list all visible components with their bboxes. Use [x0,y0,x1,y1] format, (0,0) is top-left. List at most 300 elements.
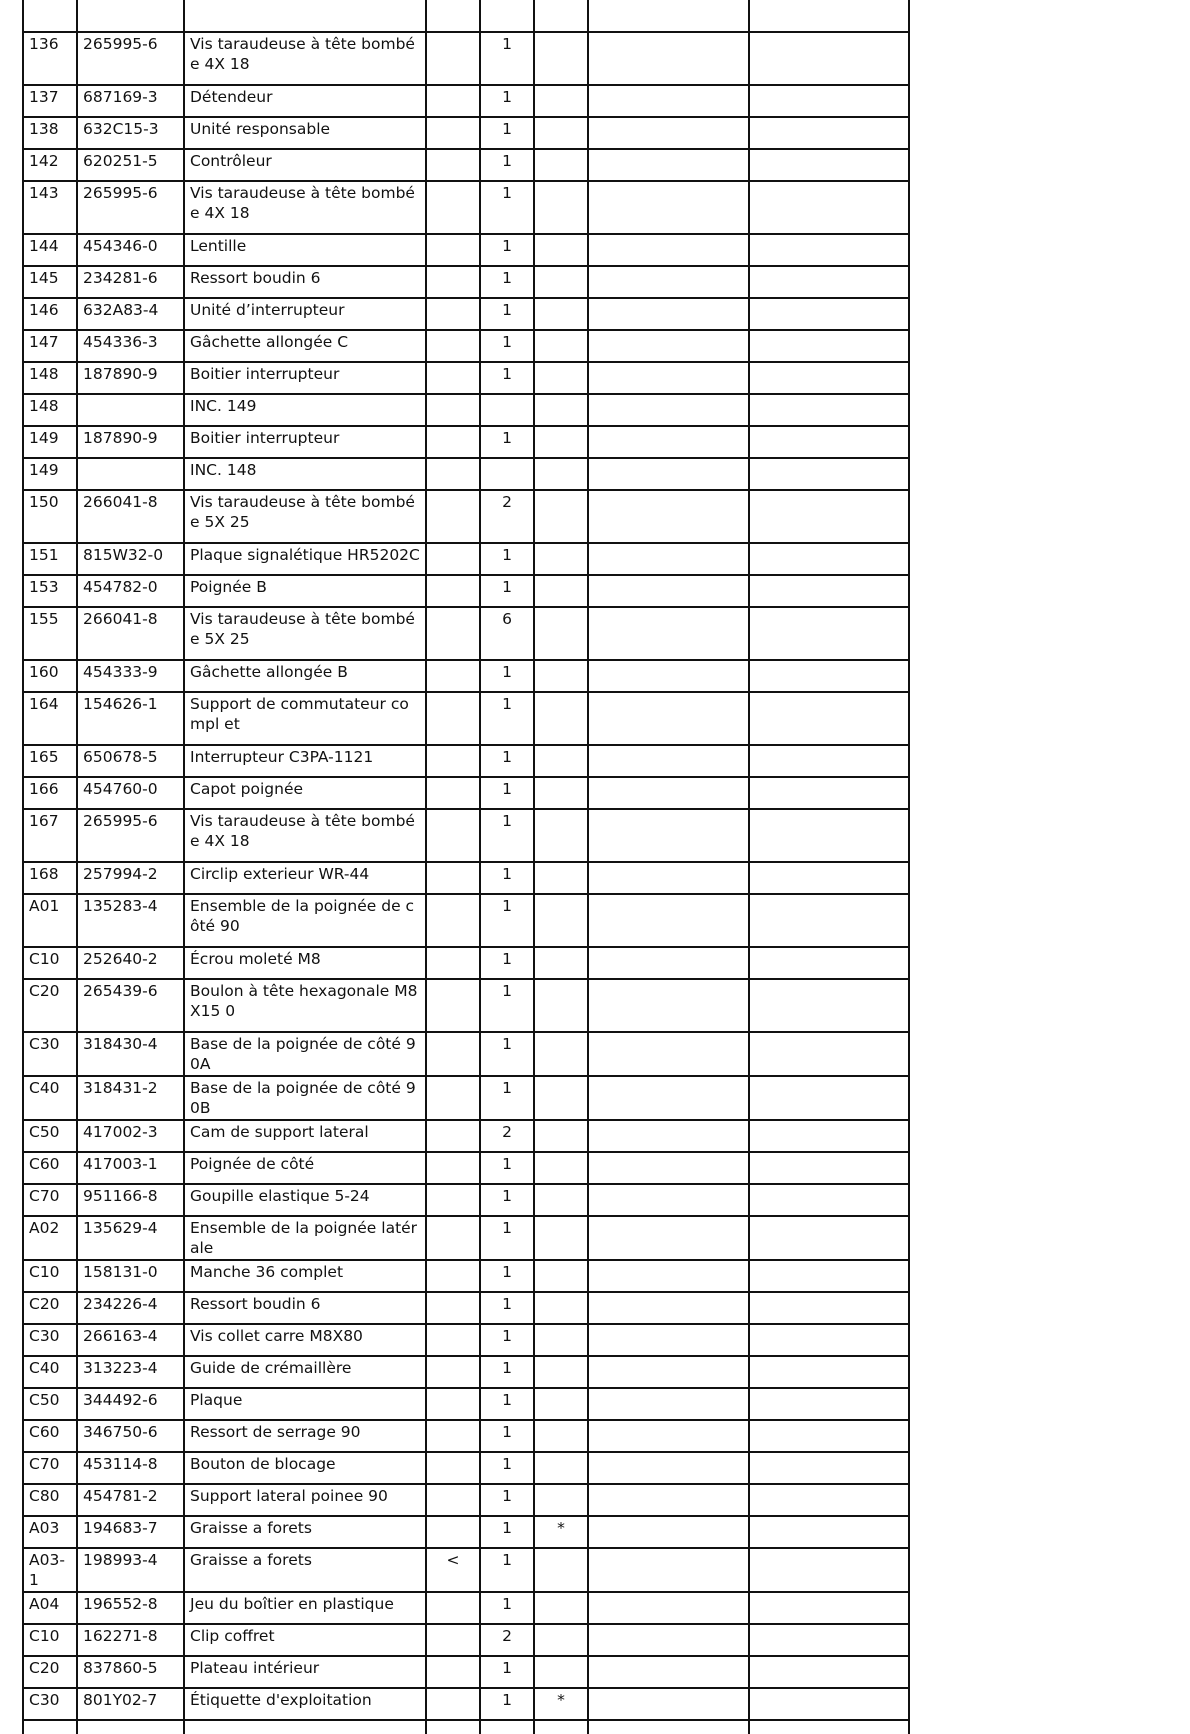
cell-note [426,426,480,458]
table-row [23,181,909,234]
cell-quantity: 1 [480,777,534,809]
cell-note [426,32,480,85]
table-row [23,1592,909,1624]
cell-note [426,458,480,490]
table-row [23,979,909,1032]
cell-note [426,234,480,266]
cell-note [426,394,480,426]
cell-description: Interrupteur C3PA-1121 [184,745,426,777]
cell-empty [588,181,749,234]
cell-mark [534,1484,588,1516]
cell-note [426,1420,480,1452]
cell-quantity: 1 [480,1688,534,1720]
cell-empty [588,1076,749,1120]
cell-part-number: 194683-7 [77,1516,184,1548]
cell-description: Cam de support lateral [184,1120,426,1152]
cell-part-number: 265995-6 [77,181,184,234]
cell-empty [749,32,909,85]
cell-quantity: 1 [480,298,534,330]
cell-quantity: 1 [480,1292,534,1324]
cell-mark [534,298,588,330]
cell-empty [749,607,909,660]
cell-part-number: 162271-8 [77,1624,184,1656]
cell-part-number: 135283-4 [77,894,184,947]
cell-note [426,809,480,862]
cell-mark [534,1388,588,1420]
cell-mark [534,607,588,660]
cell-empty [588,298,749,330]
cell-part-number: 257994-2 [77,862,184,894]
cell-empty [749,1420,909,1452]
cell-quantity: 2 [480,1120,534,1152]
cell-mark [534,1032,588,1076]
cell-description: Vis taraudeuse à tête bombée 4X 18 [184,32,426,85]
cell-mark [534,1152,588,1184]
cell-mark: * [534,1688,588,1720]
cell-quantity [480,394,534,426]
cell-description: Ressort de serrage 90 [184,1420,426,1452]
cell-part-number: 266041-8 [77,607,184,660]
cell-quantity: 1 [480,1076,534,1120]
table-row [23,894,909,947]
cell-part-number: 234226-4 [77,1292,184,1324]
cell-item-number: 142 [23,149,77,181]
cell-item-number: 149 [23,458,77,490]
cell-quantity: 1 [480,362,534,394]
cell-quantity: 1 [480,1592,534,1624]
table-row [23,394,909,426]
table-row [23,1388,909,1420]
parts-table-body [23,0,909,1734]
cell-empty [749,394,909,426]
cell-description: INC. 149 [184,394,426,426]
cell-item-number: C50 [23,1388,77,1420]
cell-empty [749,745,909,777]
cell-empty [588,894,749,947]
cell-empty [749,1656,909,1688]
cell-mark [534,117,588,149]
table-row [23,1184,909,1216]
cell-item-number: 136 [23,32,77,85]
table-row [23,330,909,362]
cell-note [426,330,480,362]
cell-note [426,1292,480,1324]
cell-empty [588,1260,749,1292]
cell-empty [749,979,909,1032]
cell-item-number: A01 [23,894,77,947]
cell-note [426,181,480,234]
table-row [23,298,909,330]
cell-part-number: 154626-1 [77,692,184,745]
cell-note [426,490,480,543]
cell-mark [534,947,588,979]
cell-part-number: 318431-2 [77,1076,184,1120]
cell-quantity: 2 [480,490,534,543]
cell-empty [588,1452,749,1484]
cell-description: Graisse a forets [184,1548,426,1592]
cell-mark [534,543,588,575]
table-row [23,1356,909,1388]
cell-note [426,362,480,394]
cell-description: Détendeur [184,85,426,117]
cell-note [426,117,480,149]
cell-mark [534,660,588,692]
table-row [23,1324,909,1356]
cell-part-number: 344492-6 [77,1388,184,1420]
cell-quantity: 1 [480,117,534,149]
cell-quantity: 1 [480,181,534,234]
cell-empty [588,149,749,181]
cell-item-number: C10 [23,1624,77,1656]
cell-part-number: 265995-6 [77,809,184,862]
cell-empty [749,149,909,181]
cell-empty [588,1548,749,1592]
cell-empty [588,1624,749,1656]
cell-note [426,894,480,947]
cell-note [426,1032,480,1076]
cell-mark [534,266,588,298]
cell-mark [534,181,588,234]
cell-item-number: C30 [23,1688,77,1720]
cell-mark [534,894,588,947]
cell-empty [588,979,749,1032]
cell-mark [534,1324,588,1356]
cell-description: Ensemble de la poignée de côté 90 [184,894,426,947]
table-row [23,660,909,692]
cell-part-number: 454346-0 [77,234,184,266]
cell-empty [749,1452,909,1484]
cell-quantity: 1 [480,745,534,777]
cell-item-number: A03 [23,1516,77,1548]
cell-empty [588,32,749,85]
cell-empty [588,543,749,575]
cell-item-number: 148 [23,394,77,426]
cell-item-number: 147 [23,330,77,362]
cell-empty [749,1152,909,1184]
cell-empty [749,1184,909,1216]
cell-part-number: 454760-0 [77,777,184,809]
cell-empty [588,777,749,809]
cell-quantity: 1 [480,947,534,979]
cell-mark [534,85,588,117]
cell-mark [534,394,588,426]
cell-empty [749,85,909,117]
cell-item-number: 168 [23,862,77,894]
cell-empty [749,1388,909,1420]
cell-note [426,692,480,745]
cell-description: Vis taraudeuse à tête bombée 5X 25 [184,607,426,660]
parts-list-sheet [22,0,910,1734]
table-row [23,607,909,660]
cell-item-number: C50 [23,1120,77,1152]
cell-item-number: C30 [23,1324,77,1356]
cell-empty [588,426,749,458]
cell-item-number: C20 [23,1656,77,1688]
cell-item-number: C10 [23,1260,77,1292]
cell-empty [588,362,749,394]
table-row [23,117,909,149]
cell-quantity: 2 [480,1624,534,1656]
cell-part-number: 252640-2 [77,947,184,979]
cell-description: Vis taraudeuse à tête bombée 4X 18 [184,181,426,234]
table-row [23,32,909,85]
cell-empty [749,862,909,894]
cell-part-number: 187890-9 [77,426,184,458]
cell-item-number: C40 [23,1076,77,1120]
cell-empty [588,1484,749,1516]
cell-item-number: 146 [23,298,77,330]
cell-part-number: 234281-6 [77,266,184,298]
cell-part-number: 135629-4 [77,1216,184,1260]
cell-note [426,1356,480,1388]
cell-quantity: 1 [480,543,534,575]
cell-description: Manche 36 complet [184,1260,426,1292]
cell-mark [534,777,588,809]
cell-quantity: 1 [480,1388,534,1420]
cell-quantity: 1 [480,1324,534,1356]
cell-note [426,1388,480,1420]
cell-empty [749,809,909,862]
table-row [23,1656,909,1688]
table-row [23,543,909,575]
cell-mark [534,1076,588,1120]
cell-description: Poignée de côté [184,1152,426,1184]
cell-item-number: 149 [23,426,77,458]
cell-note [426,1184,480,1216]
cell-mark [534,745,588,777]
cell-item-number: C40 [23,1356,77,1388]
cell-note [426,266,480,298]
cell-note [426,1324,480,1356]
cell-description: Ressort boudin 6 [184,266,426,298]
cell-description: Plaque signalétique HR5202C [184,543,426,575]
cell-empty [588,692,749,745]
cell-mark [534,1216,588,1260]
cell-empty [588,607,749,660]
cell-part-number: 620251-5 [77,149,184,181]
cell-note [426,607,480,660]
cell-quantity: 1 [480,234,534,266]
cell-item-number: 167 [23,809,77,862]
table-row [23,575,909,607]
cell-part-number: 417002-3 [77,1120,184,1152]
cell-item-number: A02 [23,1216,77,1260]
cell-mark [534,426,588,458]
cell-item-number: 137 [23,85,77,117]
cell-empty [588,1592,749,1624]
table-row [23,1516,909,1548]
cell-mark [534,149,588,181]
cell-description: Support de commutateur compl et [184,692,426,745]
cell-empty [588,234,749,266]
parts-table [22,0,910,1734]
cell-note [426,1076,480,1120]
cell-empty [749,298,909,330]
cell-quantity: 1 [480,1032,534,1076]
cell-description: Écrou moleté M8 [184,947,426,979]
cell-part-number [77,458,184,490]
cell-part-number: 158131-0 [77,1260,184,1292]
cell-quantity: 1 [480,1420,534,1452]
cell-item-number: C10 [23,947,77,979]
cell-note [426,1120,480,1152]
cell-empty [749,1032,909,1076]
cell-part-number: 265995-6 [77,32,184,85]
cell-mark [534,330,588,362]
cell-quantity: 1 [480,85,534,117]
cell-description: Vis taraudeuse à tête bombée 4X 18 [184,809,426,862]
cell-quantity: 6 [480,607,534,660]
cell-note [426,979,480,1032]
cell-quantity: 1 [480,1656,534,1688]
cell-description: Circlip exterieur WR-44 [184,862,426,894]
table-row [23,947,909,979]
table-row [23,1624,909,1656]
table-row [23,1120,909,1152]
cell-description: Vis collet carre M8X80 [184,1324,426,1356]
cell-description: Poignée B [184,575,426,607]
cell-description: Graisse a forets [184,1516,426,1548]
cell-part-number: 454336-3 [77,330,184,362]
cell-mark [534,1548,588,1592]
cell-item-number: 138 [23,117,77,149]
cell-empty [749,894,909,947]
cell-note [426,660,480,692]
cell-note [426,745,480,777]
cell-empty [588,1688,749,1720]
cell-item-number: 164 [23,692,77,745]
cell-empty [749,1292,909,1324]
cell-empty [588,575,749,607]
cell-mark [534,1292,588,1324]
cell-note [426,777,480,809]
cell-part-number: 266163-4 [77,1324,184,1356]
cell-empty [749,692,909,745]
cell-mark [534,1656,588,1688]
table-row [23,1548,909,1592]
cell-description: Étiquette d'exploitation [184,1688,426,1720]
cell-note [426,149,480,181]
cell-description: Goupille elastique 5-24 [184,1184,426,1216]
cell-quantity: 1 [480,660,534,692]
cell-empty [588,85,749,117]
cell-mark [534,1624,588,1656]
cell-quantity: 1 [480,149,534,181]
cell-description: Plaque [184,1388,426,1420]
cell-part-number: 801Y02-7 [77,1688,184,1720]
cell-empty [588,1152,749,1184]
cell-empty [588,660,749,692]
cell-description: Gâchette allongée C [184,330,426,362]
cell-note [426,1656,480,1688]
cell-part-number: 187890-9 [77,362,184,394]
cell-note [426,862,480,894]
cell-description: Ressort boudin 6 [184,1292,426,1324]
cell-note [426,1592,480,1624]
cell-quantity: 1 [480,1184,534,1216]
cell-item-number: C30 [23,1032,77,1076]
cell-item-number: 143 [23,181,77,234]
cell-item-number: C20 [23,979,77,1032]
cell-item-number: 153 [23,575,77,607]
cell-empty [749,1688,909,1720]
cell-note [426,85,480,117]
cell-quantity: 1 [480,1216,534,1260]
cell-item-number: C80 [23,1484,77,1516]
cell-quantity: 1 [480,330,534,362]
cell-quantity: 1 [480,266,534,298]
cell-item-number: 166 [23,777,77,809]
cell-mark: * [534,1516,588,1548]
cell-empty [588,947,749,979]
cell-mark [534,32,588,85]
cell-quantity: 1 [480,426,534,458]
table-row [23,1216,909,1260]
cell-empty [588,1184,749,1216]
cell-description: Guide de crémaillère [184,1356,426,1388]
cell-empty [588,1216,749,1260]
cell-description: Vis taraudeuse à tête bombée 5X 25 [184,490,426,543]
cell-part-number: 346750-6 [77,1420,184,1452]
table-row [23,1484,909,1516]
cell-mark [534,575,588,607]
cell-note [426,1516,480,1548]
cell-quantity: 1 [480,809,534,862]
cell-description: Lentille [184,234,426,266]
cell-note [426,1624,480,1656]
table-row [23,149,909,181]
cell-part-number: 198993-4 [77,1548,184,1592]
cell-description: Clip coffret [184,1624,426,1656]
cell-note [426,1216,480,1260]
table-row [23,809,909,862]
cell-empty [749,1484,909,1516]
cell-quantity: 1 [480,894,534,947]
cell-empty [749,1356,909,1388]
cell-empty [588,117,749,149]
cell-item-number: 150 [23,490,77,543]
cell-item-number: 144 [23,234,77,266]
table-row [23,745,909,777]
cell-quantity [480,458,534,490]
table-row [23,85,909,117]
cell-empty [749,1216,909,1260]
cell-quantity: 1 [480,32,534,85]
cell-empty [749,1120,909,1152]
cell-empty [588,809,749,862]
cell-mark [534,862,588,894]
cell-part-number: 313223-4 [77,1356,184,1388]
table-row [23,777,909,809]
cell-description: Contrôleur [184,149,426,181]
cell-empty [588,1656,749,1688]
cell-description: Unité responsable [184,117,426,149]
cell-mark [534,1356,588,1388]
cell-empty [749,543,909,575]
table-row [23,1452,909,1484]
cell-quantity: 1 [480,575,534,607]
cell-mark [534,1260,588,1292]
cell-mark [534,1120,588,1152]
cell-description: Capot poignée [184,777,426,809]
cell-empty [588,862,749,894]
cell-empty [749,266,909,298]
cell-part-number: 837860-5 [77,1656,184,1688]
cell-empty [588,1388,749,1420]
cell-note [426,1152,480,1184]
table-row [23,1292,909,1324]
cell-note [426,1484,480,1516]
